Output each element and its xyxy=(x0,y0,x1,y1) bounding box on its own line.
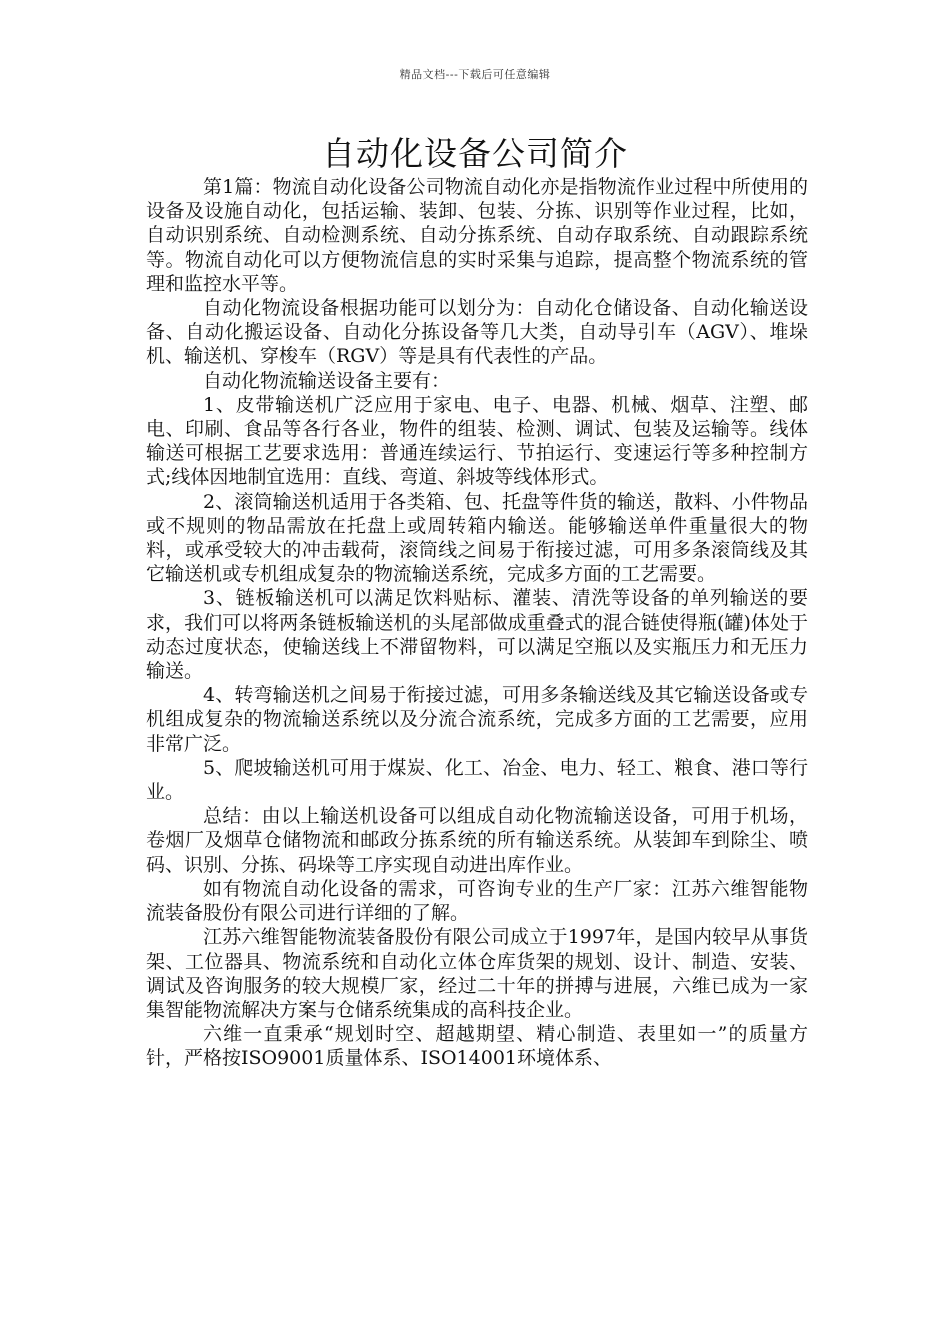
paragraph-turning-conveyor: 4、转弯输送机之间易于衔接过滤，可用多条输送线及其它输送设备或专机组成复杂的物流输送系统以及分流合流系统，完成多方面的工艺需要，应用非常广泛。 xyxy=(146,684,808,755)
paragraph-intro: 第1篇：物流自动化设备公司物流自动化亦是指物流作业过程中所使用的设备及设施自动化，包括运输、装卸、包装、分拣、识别等作业过程，比如，自动识别系统、自动检测系统、自动分拣系统、自动存取系统、自动跟踪系统等。物流自动化可以方便物流信息的实时采集与追踪，提高整个物流系统的管理和监控水平等。 xyxy=(146,176,808,295)
paragraph-conveyor-heading: 自动化物流输送设备主要有： xyxy=(203,369,451,392)
paragraph-chain-conveyor: 3、链板输送机可以满足饮料贴标、灌装、清洗等设备的单列输送的要求，我们可以将两条链板输送机的头尾部做成重叠式的混合链使得瓶(罐)体处于动态过度状态，使输送线上不滞留物料，可以满足空瓶以及实瓶压力和无压力输送。 xyxy=(146,587,808,683)
paragraph-belt-conveyor: 1、皮带输送机广泛应用于家电、电子、电器、机械、烟草、注塑、邮电、印刷、食品等各行各业，物件的组装、检测、调试、包装及运输等。线体输送可根据工艺要求选用：普通连续运行、节拍运行、变速运行等多种控制方式;线体因地制宜选用：直线、弯道、斜坡等线体形式。 xyxy=(146,393,808,489)
paragraph-roller-conveyor: 2、滚筒输送机适用于各类箱、包、托盘等件货的输送，散料、小件物品或不规则的物品需放在托盘上或周转箱内输送。能够输送单件重量很大的物料，或承受较大的冲击载荷，滚筒线之间易于衔接过滤，可用多条滚筒线及其它输送机或专机组成复杂的物流输送系统，完成多方面的工艺需要。 xyxy=(146,490,808,586)
paragraph-company-profile: 江苏六维智能物流装备股份有限公司成立于1997年，是国内较早从事货架、工位器具、物流系统和自动化立体仓库货架的规划、设计、制造、安装、调试及咨询服务的较大规模厂家，经过二十年的拼搏与进展，六维已成为一家集智能物流解决方案与仓储系统集成的高科技企业。 xyxy=(146,926,808,1021)
paragraph-contact: 如有物流自动化设备的需求，可咨询专业的生产厂家：江苏六维智能物流装备股份有限公司进行详细的了解。 xyxy=(146,877,808,925)
paragraph-incline-conveyor: 5、爬坡输送机可用于煤炭、化工、冶金、电力、轻工、粮食、港口等行业。 xyxy=(146,756,808,804)
document-body xyxy=(146,175,808,1071)
paragraph-summary: 总结：由以上输送机设备可以组成自动化物流输送设备，可用于机场，卷烟厂及烟草仓储物流和邮政分拣系统的所有输送系统。从装卸车到除尘、喷码、识别、分拣、码垛等工序实现自动进出库作业。 xyxy=(146,805,808,876)
page-header-note: 精品文档---下载后可任意编辑 xyxy=(399,68,551,81)
paragraph-quality-policy: 六维一直秉承“规划时空、超越期望、精心制造、表里如一”的质量方针，严格按ISO9001质量体系、ISO14001环境体系、 xyxy=(146,1023,808,1070)
document-title: 自动化设备公司简介 xyxy=(322,134,628,173)
paragraph-classification: 自动化物流设备根据功能可以划分为：自动化仓储设备、自动化输送设备、自动化搬运设备、自动化分拣设备等几大类，自动导引车（AGV）、堆垛机、输送机、穿梭车（RGV）等是具有代表性的产品。 xyxy=(146,297,808,368)
